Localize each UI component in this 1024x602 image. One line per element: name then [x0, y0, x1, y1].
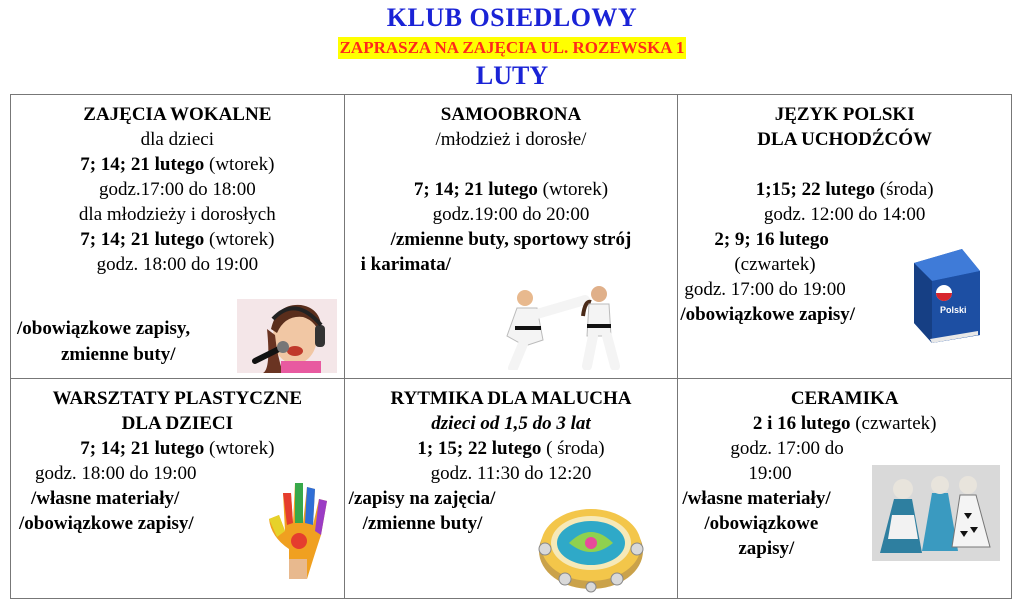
polish-date-2: 2; 9; 16 lutego [714, 229, 829, 250]
month-title: LUTY [475, 61, 549, 90]
book-label: Polski [940, 305, 967, 315]
polish-day-2: (czwartek) [734, 254, 816, 275]
selfdefense-date: 7; 14; 21 lutego (wtorek) [413, 179, 609, 200]
rhythmics-audience: dzieci od 1,5 do 3 lat [431, 413, 591, 434]
ceramics-date: 2 i 16 lutego (czwartek) [752, 413, 937, 434]
ceramics-note-3: zapisy/ [738, 538, 795, 559]
vocal-date-adults: 7; 14; 21 lutego (wtorek) [80, 229, 275, 250]
vocal-note-1: /obowiązkowe zapisy, [17, 318, 191, 339]
art-date: 7; 14; 21 lutego (wtorek) [80, 438, 275, 459]
polish-title-2: DLA UCHODŹCÓW [757, 129, 933, 150]
rhythmics-time: godz. 11:30 do 12:20 [430, 463, 592, 484]
art-note-1: /własne materiały/ [31, 488, 180, 509]
vocal-title: ZAJĘCIA WOKALNE [83, 104, 272, 125]
singing-girl-image [237, 299, 337, 373]
vocal-note-2: zmienne buty/ [61, 344, 176, 365]
rhythmics-note-1: /zapisy na zajęcia/ [348, 488, 496, 509]
selfdefense-note-2: i karimata/ [360, 254, 451, 275]
cell-self-defense [344, 95, 678, 379]
art-time: godz. 18:00 do 19:00 [35, 463, 197, 484]
invitation-subtitle: ZAPRASZA NA ZAJĘCIA UL. ROZEWSKA 1 [339, 38, 685, 57]
polish-time-1: godz. 12:00 do 14:00 [763, 204, 926, 225]
page-header [0, 0, 1024, 92]
polish-note: /obowiązkowe zapisy/ [680, 304, 856, 325]
cell-vocal-classes [11, 95, 345, 379]
rhythmics-date: 1; 15; 22 lutego ( środa) [417, 438, 605, 459]
rhythmics-title: RYTMIKA DLA MALUCHA [390, 388, 632, 409]
ceramics-time-2: 19:00 [748, 463, 792, 484]
vocal-date-kids: 7; 14; 21 lutego (wtorek) [80, 154, 275, 175]
polish-book-image [900, 245, 990, 345]
vocal-time-kids: godz.17:00 do 18:00 [98, 179, 256, 200]
cell-ceramics [678, 379, 1012, 599]
ceramics-time-1: godz. 17:00 do [730, 438, 844, 459]
club-title: KLUB OSIEDLOWY [386, 3, 638, 32]
art-title-2: DLA DZIECI [121, 413, 234, 434]
art-title-1: WARSZTATY PLASTYCZNE [52, 388, 302, 409]
polish-time-2: godz. 17:00 do 19:00 [684, 279, 846, 300]
ceramic-figures-image [872, 465, 1000, 561]
cell-art-workshop [11, 379, 345, 599]
ceramics-note-2: /obowiązkowe [704, 513, 819, 534]
ceramics-note-1: /własne materiały/ [682, 488, 831, 509]
art-note-2: /obowiązkowe zapisy/ [19, 513, 194, 534]
cell-rhythmics [344, 379, 678, 599]
tambourine-image [535, 501, 647, 593]
schedule-table [10, 94, 1012, 599]
selfdefense-audience: /młodzież i dorosłe/ [435, 129, 587, 150]
karate-fighters-image [495, 280, 625, 370]
selfdefense-time: godz.19:00 do 20:00 [432, 204, 590, 225]
ceramics-title: CERAMIKA [790, 388, 899, 409]
painted-hand-image [259, 475, 337, 579]
cell-polish-language [678, 95, 1012, 379]
selfdefense-note-1: /zmienne buty, sportowy strój [390, 229, 632, 250]
vocal-audience-kids: dla dzieci [140, 129, 214, 150]
vocal-time-adults: godz. 18:00 do 19:00 [96, 254, 259, 275]
vocal-audience-adults: dla młodzieży i dorosłych [78, 204, 276, 225]
selfdefense-title: SAMOOBRONA [440, 104, 582, 125]
rhythmics-note-2: /zmienne buty/ [362, 513, 483, 534]
polish-title-1: JĘZYK POLSKI [774, 104, 915, 125]
polish-date-1: 1;15; 22 lutego (środa) [755, 179, 934, 200]
